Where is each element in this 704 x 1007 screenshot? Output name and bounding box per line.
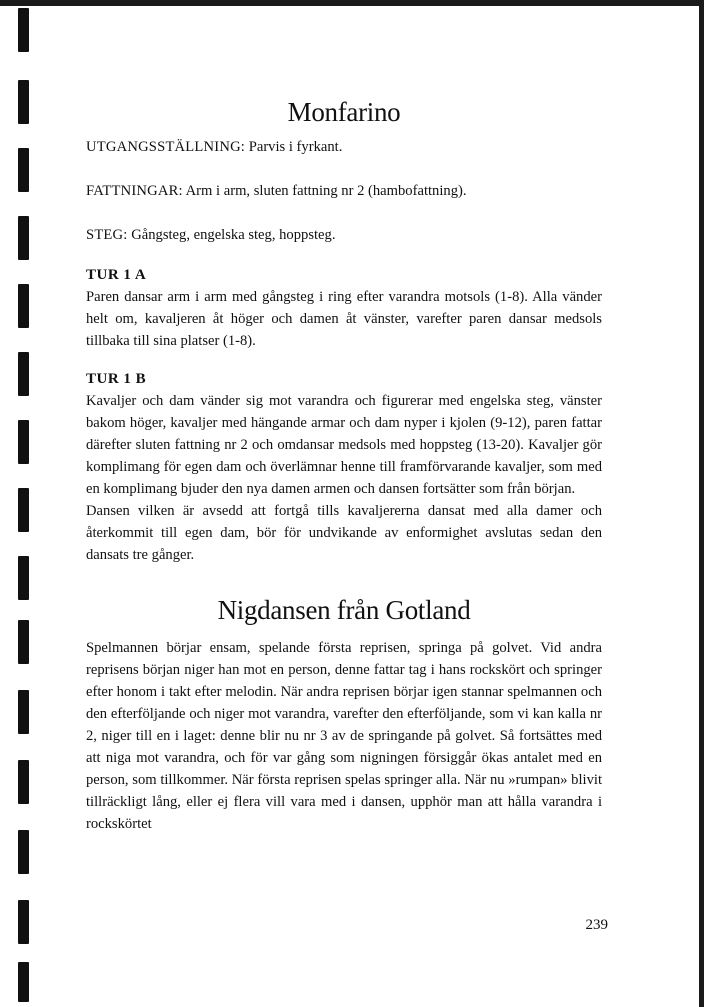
binding-mark <box>18 690 29 734</box>
starting-position-value: Parvis i fyrkant. <box>248 139 343 156</box>
page-number: 239 <box>585 917 608 933</box>
binding-mark <box>18 8 29 52</box>
turn-heading: TUR 1 A <box>86 267 147 284</box>
dance-section-monfarino <box>86 96 602 566</box>
steps-label: STEG: <box>86 227 128 244</box>
steps <box>86 224 602 246</box>
binding-mark <box>18 148 29 192</box>
binding-mark <box>18 900 29 944</box>
binding-mark <box>18 556 29 600</box>
grips-value: Arm i arm, sluten fattning nr 2 (hambofattning). <box>185 183 467 200</box>
spacer <box>86 352 602 368</box>
starting-position <box>86 136 602 158</box>
turn-heading: TUR 1 B <box>86 371 147 388</box>
binding-mark <box>18 216 29 260</box>
binding-mark <box>18 80 29 124</box>
book-page <box>86 96 602 835</box>
starting-position-label: UTGANGSSTÄLLNING: <box>86 139 246 156</box>
binding-mark <box>18 760 29 804</box>
binding-mark <box>18 620 29 664</box>
section-title: Monfarino <box>287 97 401 127</box>
section-title: Nigdansen från Gotland <box>217 595 471 626</box>
turn-paragraph: Dansen vilken är avsedd att fortgå tills kavaljererna dansat med alla damer och återkommit till egen dam, bör för undvikande av enformighet avslutas sedan den dansats tre gånger. <box>86 503 602 564</box>
grips <box>86 180 602 202</box>
steps-value: Gångsteg, engelska steg, hoppsteg. <box>131 227 336 244</box>
binding-mark <box>18 284 29 328</box>
turn-paragraph: Kavaljer och dam vänder sig mot varandra och figurerar med engelska steg, vänster bakom höger, kavaljer med hängande armar och dam nyper i kjolen (9-12), paren fattar därefter sluten fattning nr 2 och omdansar medsols med hoppsteg (13-20). Kavaljer gör komplimang för egen dam och överlämnar henne till framförvarande kavaljer, som med en komplimang bjuder den nya damen armen och dansen fortsätter som från början. <box>86 393 602 498</box>
binding-mark <box>18 830 29 874</box>
grips-label: FATTNINGAR: <box>86 183 183 200</box>
binding-mark <box>18 352 29 396</box>
turn-paragraph: Paren dansar arm i arm med gångsteg i ring efter varandra motsols (1-8). Alla vänder helt om, kavaljeren åt höger och damen åt vänster, varefter paren dansar medsols tillbaka till sina platser (1-8). <box>86 289 602 350</box>
scan-edge-top <box>0 0 704 6</box>
binding-mark <box>18 488 29 532</box>
binding-mark <box>18 962 29 1002</box>
scan-edge-right <box>699 0 704 1007</box>
dance-section-nigdansen <box>86 594 602 834</box>
body-paragraph: Spelmannen börjar ensam, spelande första reprisen, springa på golvet. Vid andra reprisens början niger han mot en person, denne fattar tag i hans rockskört och springer efter honom i takt efter melodin. När andra reprisen börjar igen stannar spelmannen och den efterföljande och niger mot varandra, varefter den efterföljande, som vi kan kalla nr 2, niger till en i laget: denne blir nu nr 3 av de springande på golvet. Så fortsättes med att niga mot varandra, och för var gång som nigningen försiggår ökas antalet med en person, som tillkommer. När första reprisen spelas springer alla. När nu »rumpan» blivit tillräckligt lång, eller ej flera vill vara med i dansen, upphör man att hålla varandra i rockskörtet <box>86 639 602 832</box>
binding-mark <box>18 420 29 464</box>
